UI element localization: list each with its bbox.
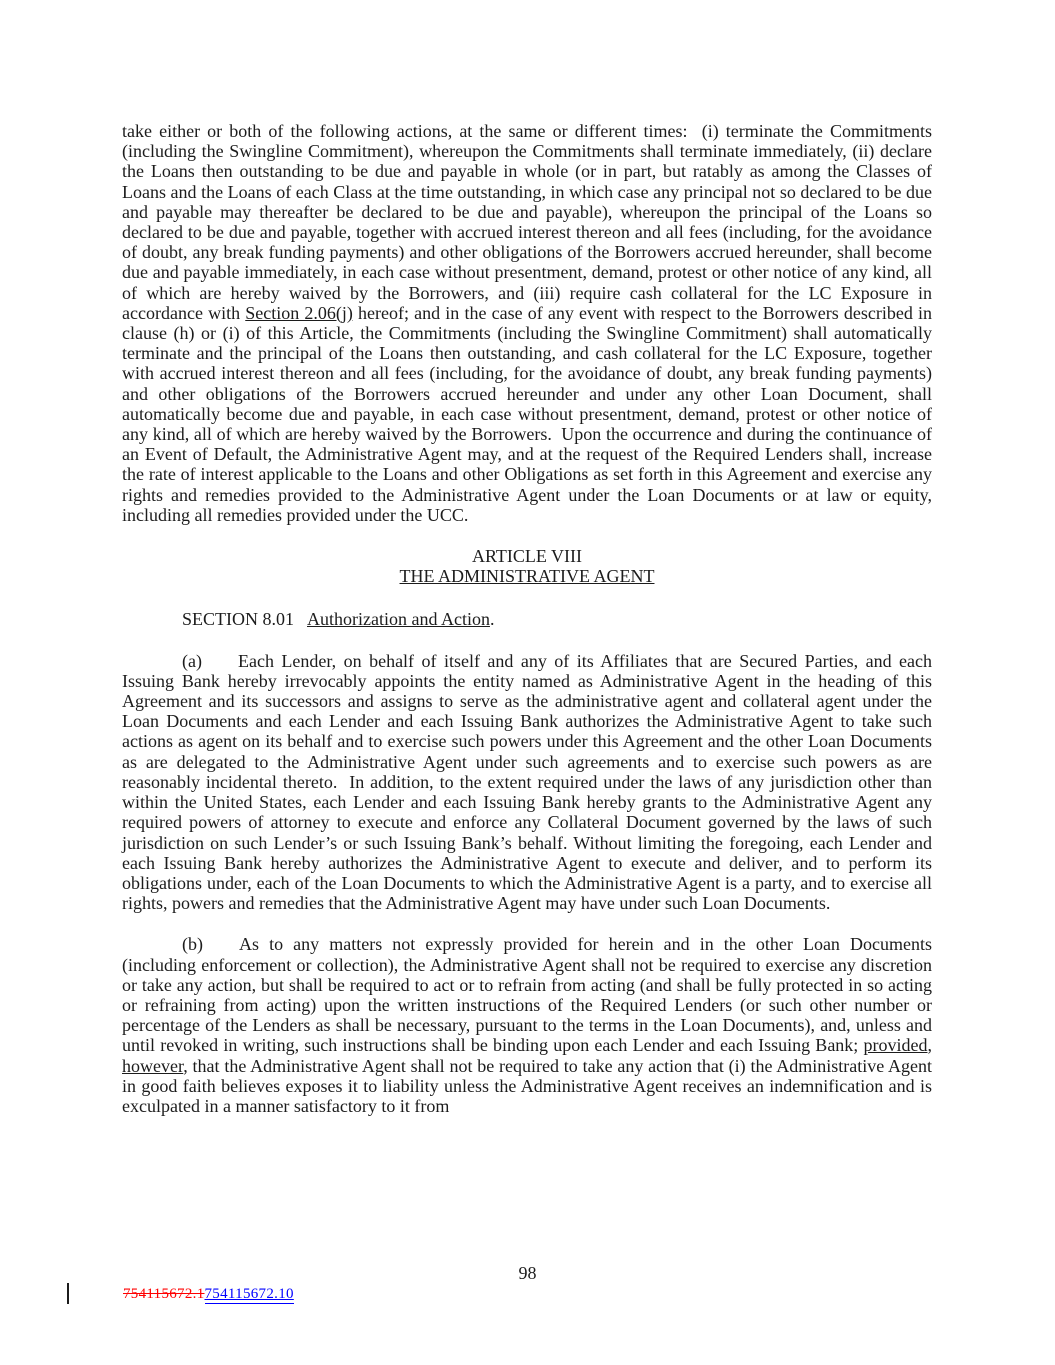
text-segment: hereof; and in the case of any event with respect to the Borrowers described in clause (h) or (i) of this Article, the Commitments (including the Swingline Commitment) shall automatically terminate and the principal of the Loans then outstanding, and cash collateral for the LC Exposure, together with accrued interest thereon and all fees (including, for the avoidance of doubt, any break funding payments) and other obligations of the Borrowers accrued hereunder and under any other Loan Document, shall automatically become due and payable, in each case without presentment, demand, protest or other notice of any kind, all of which are hereby waived by the Borrowers. Upon the occurrence and during the continuance of an Event of Default, the Administrative Agent may, and at the request of the Required Lenders shall, increase the rate of interest applicable to the Loans and other Obligations as set forth in this Agreement and exercise any rights and remedies provided to the Administrative Agent under the Loan Documents or at law or equity, including all remedies provided under the UCC.: [122, 302, 933, 525]
text-segment: As to any matters not expressly provided for herein and in the other Loan Documents (including enforcement or collection), the Administrative Agent shall not be required to exercise any discretion or take any action, but shall be required to act or to refrain from acting (and shall be fully protected in so acting or refraining from acting) upon the written instructions of the Required Lenders (or such other number or percentage of the Lenders as shall be necessary, pursuant to the terms in the Loan Documents), and, unless and until revoked in writing, such instructions shall be binding upon each Lender and each Issuing Bank;: [122, 934, 932, 1056]
text-segment: take either or both of the following actions, at the same or different times: (i) terminate the Commitments (including the Swingline Commitment), whereupon the Commitments shall terminate immediately, (ii) declare the Loans then outstanding to be due and payable in whole (or in part, but ratably as among the Classes of Loans and the Loans of each Class at the time outstanding, in which case any principal not so declared to be due and payable may thereafter be declared to be due and payable), whereupon the principal of the Loans so declared to be due and payable, together with accrued interest thereon and all fees (including, for the avoidance of doubt, any break funding payments) and other obligations of the Borrowers accrued hereunder, shall become due and payable immediately, in each case without presentment, demand, protest or other notice of any kind, all of which are hereby waived by the Borrowers, and (iii) require cash collateral for the LC Exposure in accordance with: [122, 121, 932, 323]
underlined-text-segment: however: [122, 1055, 184, 1076]
change-bar: [67, 1283, 69, 1304]
article-heading: [122, 546, 932, 586]
paragraph-b: [122, 934, 932, 1116]
article-title: THE ADMINISTRATIVE AGENT: [399, 566, 655, 587]
doc-id-deleted: 754115672.1: [123, 1286, 205, 1302]
paragraph-a-marker: (a): [182, 650, 202, 671]
underlined-text-segment: Section 2.06(j): [245, 302, 353, 323]
paragraph-b-text: [122, 934, 932, 1116]
paragraph-a-text: [122, 651, 932, 913]
section-title-period: .: [489, 609, 495, 630]
section-label: SECTION 8.01: [182, 609, 294, 630]
page-number: 98: [518, 1263, 537, 1283]
article-number: ARTICLE VIII: [471, 546, 583, 567]
paragraph-a: [122, 651, 932, 914]
page-body: [122, 121, 932, 1137]
text-segment: Each Lender, on behalf of itself and any of its Affiliates that are Secured Parties, and each Issuing Bank hereby irrevocably appoints the entity named as Administrative Agent in the heading of this Agreement and its successors and assigns to serve as the administrative agent and collateral agent under the Loan Documents and each Lender and each Issuing Bank authorizes the Administrative Agent to take such actions as agent on its behalf and to exercise such powers under this Agreement and the other Loan Documents as are delegated to the Administrative Agent under such agreements and to exercise such powers as are reasonably incidental thereto. In addition, to the extent required under the laws of any jurisdiction other than within the United States, each Lender and each Issuing Bank hereby grants to the Administrative Agent any required powers of attorney to execute and enforce any Collateral Document governed by the laws of such jurisdiction on such Lender’s or such Issuing Bank’s behalf. Without limiting the foregoing, each Lender and each Issuing Bank hereby authorizes the Administrative Agent to execute and deliver, and to perform its obligations under, each of the Loan Documents to which the Administrative Agent is a party, and to exercise all rights, powers and remedies that the Administrative Agent may have under such Loan Documents.: [122, 650, 932, 914]
doc-id-footer: [123, 1286, 294, 1303]
continuation-paragraph: [122, 121, 932, 525]
text-segment: ,: [927, 1035, 932, 1056]
text-segment: , that the Administrative Agent shall not be required to take any action that (i) the Administrative Agent in good faith believes exposes it to liability unless the Administrative Agent receives an indemnification and is exculpated in a manner satisfactory to it from: [122, 1055, 932, 1116]
doc-id-inserted: 754115672.10: [204, 1286, 294, 1302]
paragraph-b-marker: (b): [182, 934, 203, 955]
section-heading: [122, 609, 932, 629]
underlined-text-segment: provided: [863, 1035, 928, 1056]
section-title: Authorization and Action: [307, 609, 490, 630]
